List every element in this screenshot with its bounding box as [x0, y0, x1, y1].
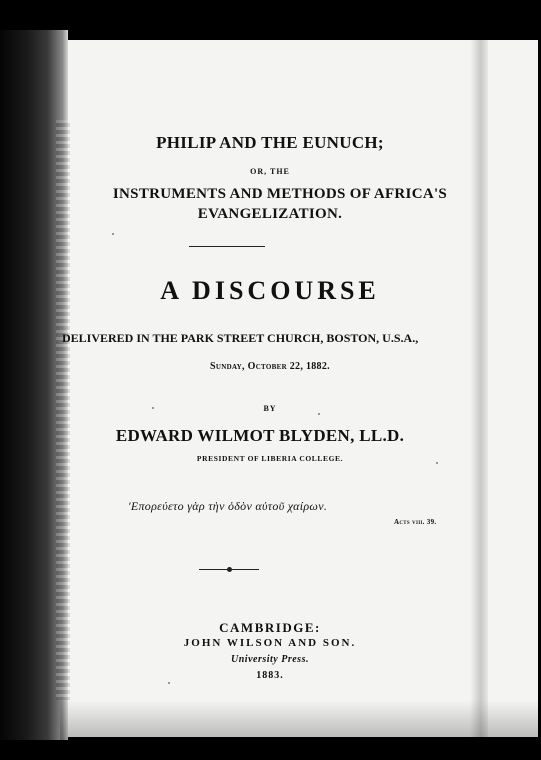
bottom-shadow: [60, 700, 538, 740]
imprint-publisher: JOHN WILSON AND SON.: [183, 637, 357, 649]
book-title: PHILIP AND THE EUNUCH;: [156, 133, 384, 152]
subtitle-line-1: INSTRUMENTS AND METHODS OF AFRICA'S: [112, 186, 448, 202]
imprint-place: CAMBRIDGE:: [219, 620, 321, 635]
imprint-year: 1883.: [256, 670, 284, 681]
or-the-connector: OR, THE: [250, 167, 290, 176]
subtitle-line-2: EVANGELIZATION.: [197, 206, 343, 222]
paper-speck: [168, 682, 170, 684]
imprint-press: University Press.: [231, 654, 309, 665]
paper-speck: [152, 407, 154, 409]
ornament-dot: [227, 567, 232, 572]
divider-rule: [189, 246, 265, 247]
paper-speck: [436, 462, 438, 464]
author-name: EDWARD WILMOT BLYDEN, LL.D.: [115, 426, 405, 445]
paper-speck: [112, 233, 114, 235]
greek-epigraph: 'Επορεύετο γὰρ τὴν ὁδὸν αὐτοῦ χαίρων.: [128, 499, 328, 513]
author-position: PRESIDENT OF LIBERIA COLLEGE.: [196, 454, 344, 463]
epigraph-reference: Acts viii. 39.: [394, 518, 437, 526]
by-label: BY: [263, 404, 277, 413]
paper-speck: [318, 413, 320, 415]
delivery-location: DELIVERED IN THE PARK STREET CHURCH, BOSTON, U.S.A.,: [62, 331, 419, 345]
discourse-heading: A DISCOURSE: [160, 276, 380, 305]
delivery-date: Sunday, October 22, 1882.: [210, 361, 330, 372]
